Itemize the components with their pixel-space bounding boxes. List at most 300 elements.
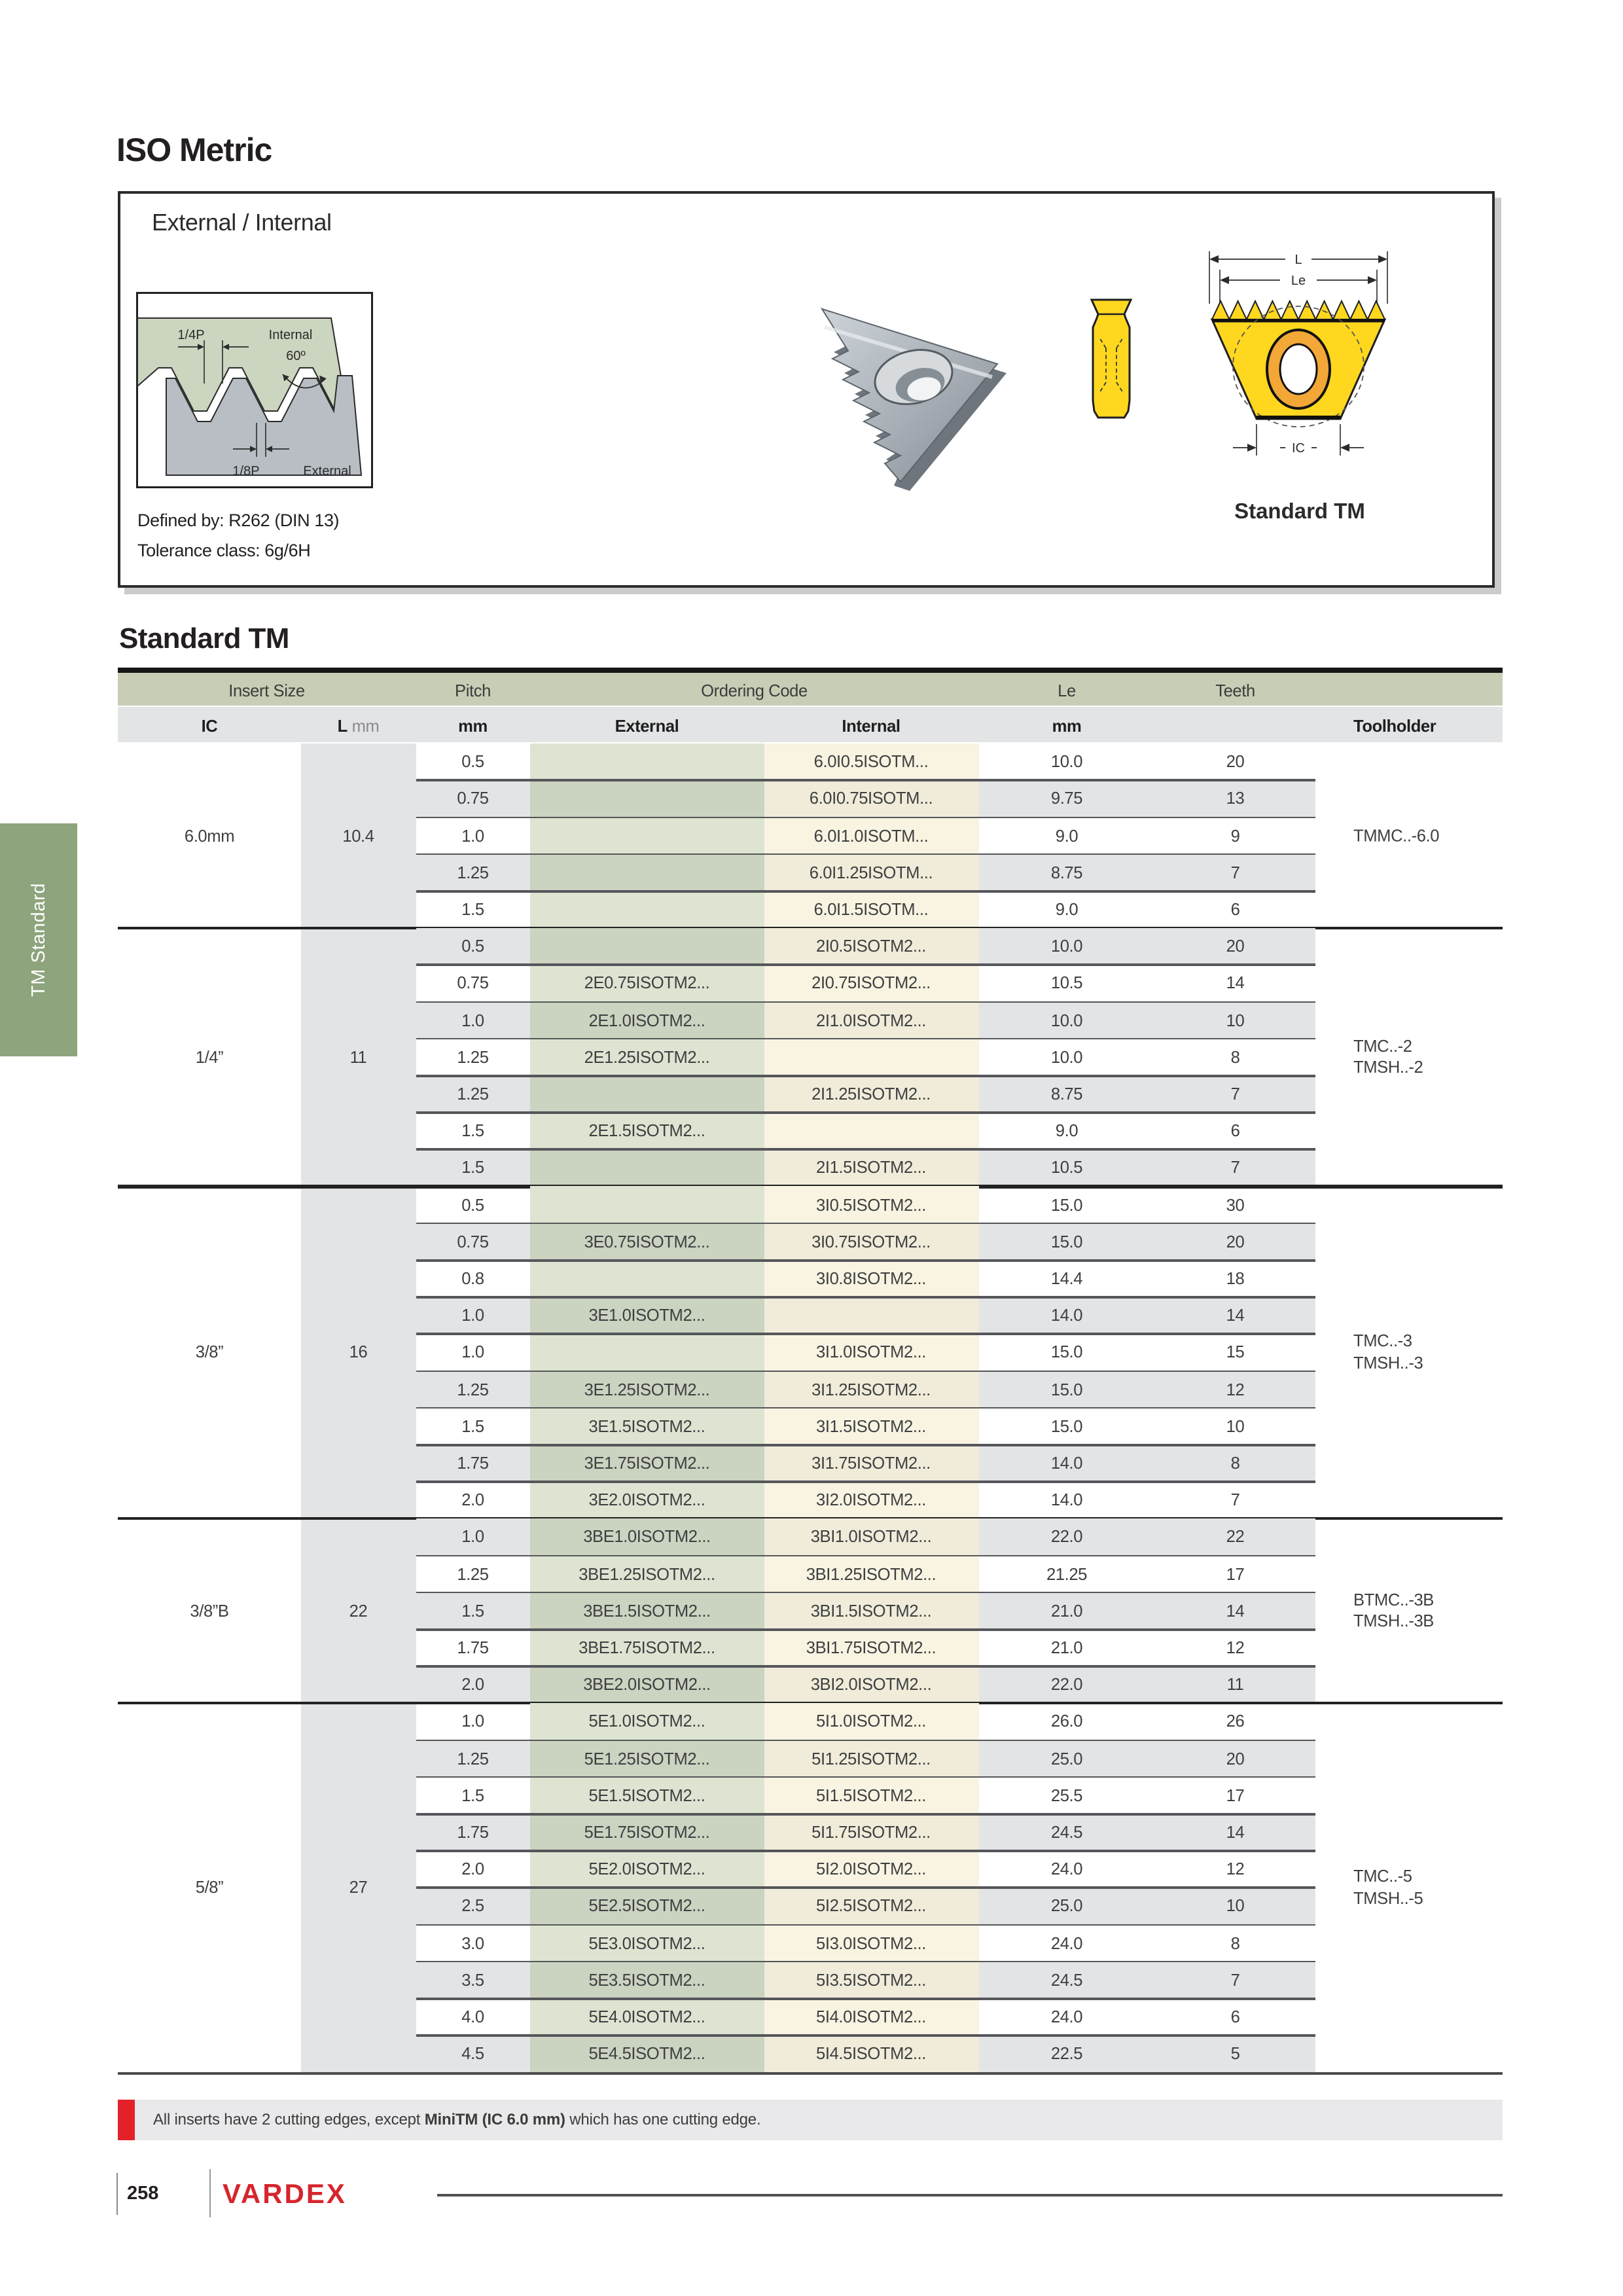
cell-teeth: 14	[1226, 1305, 1245, 1325]
cell-le: 24.0	[1050, 2006, 1083, 2026]
cell-teeth: 8	[1230, 1452, 1240, 1473]
cell-external-code: 5E3.0ISOTM2...	[588, 1933, 705, 1952]
cell-teeth: 13	[1226, 788, 1245, 808]
cell-internal-code: 3BI1.25ISOTM2...	[806, 1564, 936, 1583]
cell-internal-code: 5I4.0ISOTM2...	[816, 2006, 926, 2026]
thread-profile-diagram	[136, 292, 373, 488]
row-separator	[416, 1111, 1315, 1113]
external-column-cell	[530, 1261, 764, 1297]
cell-le: 22.5	[1050, 2043, 1083, 2064]
eighth-pitch-label: 1/8P	[232, 464, 260, 478]
cell-le: 8.75	[1050, 862, 1083, 882]
table-header-row1	[118, 672, 1503, 706]
cell-external-code: 5E2.0ISOTM2...	[588, 1859, 705, 1879]
cell-le: 15.0	[1050, 1416, 1083, 1436]
footnote-bar	[118, 2100, 1503, 2140]
cell-pitch: 0.75	[457, 788, 489, 808]
cell-internal-code: 5I1.25ISOTM2...	[812, 1748, 931, 1768]
external-column-cell	[530, 891, 764, 928]
toolholder-line: TMSH..-3B	[1353, 1611, 1434, 1631]
cell-pitch: 1.5	[461, 1600, 484, 1621]
toolholder-line: BTMC..-3B	[1353, 1589, 1434, 1609]
cell-internal-code: 3I0.75ISOTM2...	[812, 1231, 931, 1251]
cell-external-code: 2E0.75ISOTM2...	[584, 973, 710, 993]
cell-internal-code: 3I2.0ISOTM2...	[816, 1490, 926, 1510]
cell-teeth: 10	[1226, 1010, 1245, 1030]
cell-teeth: 10	[1226, 1416, 1245, 1436]
table-header-row2	[118, 707, 1503, 742]
cell-internal-code: 2I0.5ISOTM2...	[816, 936, 926, 956]
cell-pitch: 3.5	[461, 1969, 484, 1990]
toolholder-line: TMSH..-5	[1353, 1888, 1423, 1908]
cell-pitch: 1.5	[461, 1785, 484, 1805]
row-shade-le-teeth	[978, 1371, 1315, 1408]
cell-internal-code: 3I0.5ISOTM2...	[816, 1194, 926, 1214]
cell-teeth: 7	[1230, 1083, 1240, 1103]
cell-le: 22.0	[1050, 1674, 1083, 1695]
cell-teeth: 17	[1226, 1785, 1245, 1805]
cell-le: 14.0	[1050, 1305, 1083, 1325]
cell-toolholder	[1353, 1589, 1434, 1632]
cell-le: 21.0	[1050, 1637, 1083, 1657]
row-separator	[416, 1850, 1315, 1852]
toolholder-line: TMC..-2	[1353, 1035, 1412, 1056]
external-label: External	[303, 464, 351, 478]
row-shade-le-teeth	[978, 1297, 1315, 1334]
row-separator	[416, 1776, 1315, 1778]
row-separator	[416, 1998, 1315, 2000]
row-shade-le-teeth	[978, 1445, 1315, 1482]
cell-teeth: 20	[1226, 936, 1245, 956]
cell-pitch: 1.75	[457, 1452, 489, 1473]
cell-internal-code: 5I1.75ISOTM2...	[812, 1821, 931, 1842]
toolholder-line: TMSH..-3	[1353, 1352, 1423, 1372]
cell-external-code: 3E1.5ISOTM2...	[588, 1416, 705, 1436]
cell-pitch: 1.0	[461, 825, 484, 845]
row-separator	[416, 2034, 1315, 2036]
cell-insert-size-ic: 6.0mm	[184, 825, 235, 845]
cell-le: 9.75	[1050, 788, 1083, 808]
row-separator	[416, 1001, 1315, 1003]
cell-teeth: 10	[1226, 1895, 1245, 1916]
info-box-heading: External / Internal	[152, 209, 332, 236]
footnote-suffix: which has one cutting edge.	[565, 2110, 761, 2128]
footnote-prefix: All inserts have 2 cutting edges, except	[153, 2110, 425, 2128]
row-shade-le-teeth	[978, 1962, 1315, 1998]
cell-internal-code: 2I1.5ISOTM2...	[816, 1157, 926, 1177]
external-column-cell	[530, 854, 764, 891]
cell-le: 26.0	[1050, 1711, 1083, 1731]
row-separator	[416, 1813, 1315, 1815]
cell-toolholder	[1353, 1331, 1423, 1374]
cell-le: 22.0	[1050, 1526, 1083, 1547]
l-column-band	[301, 744, 416, 2072]
cell-external-code: 3BE1.0ISOTM2...	[583, 1526, 711, 1547]
cell-external-code: 5E3.5ISOTM2...	[588, 1969, 705, 1990]
row-shade-le-teeth	[978, 2036, 1315, 2072]
row-separator	[416, 1554, 1315, 1556]
cell-teeth: 26	[1226, 1711, 1245, 1731]
cell-le: 21.25	[1046, 1564, 1088, 1583]
cell-pitch: 1.0	[461, 1342, 484, 1362]
dim-le-label: Le	[1291, 274, 1306, 288]
cell-internal-code: 3I1.0ISOTM2...	[816, 1342, 926, 1362]
info-box	[118, 191, 1495, 588]
external-column-cell	[530, 817, 764, 854]
table-bottom-border	[118, 2072, 1503, 2075]
cell-pitch: 3.0	[461, 1933, 484, 1952]
cell-pitch: 0.5	[461, 936, 484, 956]
cell-internal-code: 6.0I0.75ISOTM...	[809, 788, 933, 808]
cell-insert-size-ic: 1/4”	[195, 1047, 224, 1067]
external-column-cell	[530, 744, 764, 780]
brand-logo-text: VARDEX	[223, 2178, 347, 2209]
cell-le: 25.0	[1050, 1748, 1083, 1768]
footnote-bold: MiniTM (IC 6.0 mm)	[424, 2110, 565, 2128]
cell-insert-size-l: 10.4	[342, 825, 374, 845]
toolholder-line: TMSH..-2	[1353, 1057, 1423, 1077]
cell-external-code: 3BE1.5ISOTM2...	[583, 1600, 711, 1621]
cell-pitch: 1.25	[457, 1748, 489, 1768]
cell-teeth: 9	[1230, 825, 1240, 845]
cell-teeth: 6	[1230, 1121, 1240, 1141]
section-side-tab	[0, 823, 77, 1056]
insert-caption: Standard TM	[1234, 500, 1365, 524]
cell-external-code: 3E1.75ISOTM2...	[584, 1452, 710, 1473]
external-column-cell	[530, 1187, 764, 1223]
subheader-le-mm: mm	[1052, 715, 1082, 735]
cell-teeth: 12	[1226, 1379, 1245, 1399]
cell-internal-code: 6.0I1.0ISOTM...	[813, 825, 929, 845]
row-shade-le-teeth	[978, 1223, 1315, 1260]
internal-column-cell	[764, 1113, 978, 1149]
cell-internal-code: 5I4.5ISOTM2...	[816, 2043, 926, 2064]
row-shade-le-teeth	[978, 1076, 1315, 1113]
row-separator	[416, 1259, 1315, 1261]
cell-internal-code: 5I3.5ISOTM2...	[816, 1969, 926, 1990]
cell-le: 9.0	[1055, 825, 1079, 845]
cell-le: 24.5	[1050, 1969, 1083, 1990]
cell-internal-code: 3BI1.0ISOTM2...	[810, 1526, 932, 1547]
cell-le: 10.5	[1050, 973, 1083, 993]
cell-insert-size-ic: 3/8”	[195, 1342, 224, 1362]
angle-label: 60º	[286, 349, 306, 363]
dim-l-label: L	[1294, 253, 1302, 267]
subheader-pitch-mm: mm	[458, 715, 488, 735]
row-separator	[416, 1038, 1315, 1040]
cell-teeth: 30	[1226, 1194, 1245, 1214]
external-column-cell	[530, 1149, 764, 1186]
cell-le: 21.0	[1050, 1600, 1083, 1621]
row-shade-le-teeth	[978, 928, 1315, 965]
cell-external-code: 3E1.25ISOTM2...	[584, 1379, 710, 1399]
brand-logo	[223, 2178, 421, 2210]
toolholder-line: TMC..-3	[1353, 1331, 1412, 1351]
insert-3d-image	[798, 296, 1021, 492]
cell-le: 24.5	[1050, 1821, 1083, 1842]
page-title: ISO Metric	[116, 132, 272, 169]
cell-le: 24.0	[1050, 1933, 1083, 1952]
cell-teeth: 18	[1226, 1268, 1245, 1288]
cell-pitch: 2.5	[461, 1895, 484, 1916]
cell-external-code: 5E1.75ISOTM2...	[584, 1821, 710, 1842]
row-separator	[416, 1333, 1315, 1335]
row-shade-le-teeth	[978, 1592, 1315, 1629]
cell-internal-code: 3I1.75ISOTM2...	[812, 1452, 931, 1473]
row-separator	[416, 816, 1315, 818]
cell-internal-code: 6.0I1.25ISOTM...	[809, 862, 933, 882]
cell-pitch: 2.0	[461, 1674, 484, 1695]
header-ordering-code: Ordering Code	[701, 680, 808, 700]
cell-le: 14.4	[1050, 1268, 1083, 1288]
cell-teeth: 7	[1230, 862, 1240, 882]
cell-external-code: 3BE2.0ISOTM2...	[583, 1674, 711, 1695]
cell-external-code: 5E1.25ISOTM2...	[584, 1748, 710, 1768]
cell-teeth: 11	[1226, 1674, 1244, 1695]
cell-internal-code: 5I2.0ISOTM2...	[816, 1859, 926, 1879]
external-column-cell	[530, 1334, 764, 1371]
cell-insert-size-ic: 3/8”B	[190, 1600, 229, 1621]
cell-external-code: 5E4.0ISOTM2...	[588, 2006, 705, 2026]
section-side-tab-label: TM Standard	[28, 882, 49, 997]
cell-external-code: 2E1.25ISOTM2...	[584, 1047, 710, 1067]
cell-pitch: 2.0	[461, 1490, 484, 1510]
header-insert-size: Insert Size	[228, 680, 305, 700]
cell-le: 14.0	[1050, 1490, 1083, 1510]
cell-pitch: 1.5	[461, 1121, 484, 1141]
cell-le: 10.0	[1050, 936, 1083, 956]
page-number: 258	[127, 2183, 159, 2204]
row-separator	[416, 1296, 1315, 1298]
cell-pitch: 1.25	[457, 1083, 489, 1103]
cell-pitch: 1.0	[461, 1010, 484, 1030]
cell-external-code: 5E1.0ISOTM2...	[588, 1711, 705, 1731]
cell-teeth: 8	[1230, 1933, 1240, 1952]
row-shade-le-teeth	[978, 1740, 1315, 1777]
cell-internal-code: 3I1.5ISOTM2...	[816, 1416, 926, 1436]
subheader-ic: IC	[201, 715, 218, 735]
cell-insert-size-l: 11	[349, 1047, 367, 1067]
cell-le: 14.0	[1050, 1452, 1083, 1473]
row-separator	[416, 1628, 1315, 1630]
row-separator	[416, 1961, 1315, 1963]
footnote-accent-bar	[118, 2100, 134, 2140]
row-shade-le-teeth	[978, 780, 1315, 817]
cell-teeth: 12	[1226, 1637, 1245, 1657]
table-top-border	[118, 668, 1503, 672]
row-separator	[416, 1407, 1315, 1409]
external-column-cell	[530, 780, 764, 817]
cell-pitch: 1.75	[457, 1821, 489, 1842]
cell-pitch: 4.5	[461, 2043, 484, 2064]
insert-front-view	[1202, 246, 1395, 471]
cell-le: 10.0	[1050, 1047, 1083, 1067]
footer-divider-mid	[209, 2169, 211, 2217]
standard-tm-table	[118, 668, 1503, 2079]
cell-internal-code: 3I0.8ISOTM2...	[816, 1268, 926, 1288]
cell-external-code: 3E0.75ISOTM2...	[584, 1231, 710, 1251]
cell-pitch: 0.5	[461, 751, 484, 772]
cell-external-code: 2E1.5ISOTM2...	[588, 1121, 705, 1141]
cell-le: 10.0	[1050, 751, 1083, 772]
insert-side-view	[1081, 298, 1141, 422]
row-shade-le-teeth	[978, 1518, 1315, 1555]
defined-by-line: Defined by: R262 (DIN 13)	[137, 511, 340, 530]
external-column-cell	[530, 1076, 764, 1113]
row-separator	[416, 1223, 1315, 1225]
subheader-l: L mm	[337, 715, 380, 735]
cell-external-code: 2E1.0ISOTM2...	[588, 1010, 705, 1030]
cell-insert-size-l: 22	[349, 1600, 368, 1621]
cell-pitch: 1.5	[461, 1157, 484, 1177]
row-separator	[416, 1924, 1315, 1926]
cell-internal-code: 6.0I0.5ISOTM...	[813, 751, 929, 772]
row-separator	[416, 1149, 1315, 1151]
row-shade-le-teeth	[978, 1002, 1315, 1039]
cell-internal-code: 3BI2.0ISOTM2...	[810, 1674, 932, 1695]
cell-external-code: 5E4.5ISOTM2...	[588, 2043, 705, 2064]
cell-teeth: 15	[1226, 1342, 1245, 1362]
cell-pitch: 1.0	[461, 1526, 484, 1547]
cell-pitch: 1.5	[461, 899, 484, 919]
cell-le: 15.0	[1050, 1342, 1083, 1362]
cell-internal-code: 5I3.0ISOTM2...	[816, 1933, 926, 1952]
row-separator	[416, 1480, 1315, 1482]
cell-external-code: 3BE1.25ISOTM2...	[579, 1564, 715, 1583]
cell-external-code: 3E2.0ISOTM2...	[588, 1490, 705, 1510]
cell-toolholder	[1353, 1035, 1423, 1079]
cell-le: 25.0	[1050, 1895, 1083, 1916]
row-shade-le-teeth	[978, 1888, 1315, 1924]
cell-le: 9.0	[1055, 1121, 1079, 1141]
cell-internal-code: 5I1.0ISOTM2...	[816, 1711, 926, 1731]
cell-internal-code: 3BI1.75ISOTM2...	[806, 1637, 936, 1657]
cell-teeth: 6	[1230, 899, 1240, 919]
cell-pitch: 1.75	[457, 1637, 489, 1657]
footer-divider-left	[116, 2173, 118, 2215]
cell-teeth: 5	[1230, 2043, 1240, 2064]
cell-pitch: 0.8	[461, 1268, 484, 1288]
quarter-pitch-label: 1/4P	[177, 328, 205, 342]
cell-pitch: 1.5	[461, 1416, 484, 1436]
cell-internal-code: 5I1.5ISOTM2...	[816, 1785, 926, 1805]
row-shade-le-teeth	[978, 1814, 1315, 1851]
table-section-title: Standard TM	[119, 622, 289, 655]
cell-teeth: 17	[1226, 1564, 1245, 1583]
row-separator	[416, 1370, 1315, 1372]
cell-le: 15.0	[1050, 1231, 1083, 1251]
row-separator	[416, 890, 1315, 892]
subheader-internal: Internal	[842, 715, 901, 735]
cell-teeth: 14	[1226, 1821, 1245, 1842]
dim-ic-label: IC	[1292, 441, 1305, 456]
cell-internal-code: 6.0I1.5ISOTM...	[813, 899, 929, 919]
cell-le: 24.0	[1050, 1859, 1083, 1879]
row-shade-le-teeth	[978, 1149, 1315, 1186]
header-teeth: Teeth	[1215, 680, 1255, 700]
cell-external-code: 3E1.0ISOTM2...	[588, 1305, 705, 1325]
cell-insert-size-l: 27	[349, 1877, 368, 1897]
row-separator	[416, 853, 1315, 855]
row-separator	[416, 1887, 1315, 1889]
subheader-external: External	[615, 715, 679, 735]
cell-le: 8.75	[1050, 1083, 1083, 1103]
cell-le: 15.0	[1050, 1379, 1083, 1399]
cell-le: 10.0	[1050, 1010, 1083, 1030]
cell-pitch: 4.0	[461, 2006, 484, 2026]
internal-label: Internal	[268, 328, 313, 342]
external-column-cell	[530, 928, 764, 965]
cell-insert-size-ic: 5/8”	[195, 1877, 224, 1897]
cell-internal-code: 2I1.25ISOTM2...	[812, 1083, 931, 1103]
cell-le: 25.5	[1050, 1785, 1083, 1805]
cell-internal-code: 3I1.25ISOTM2...	[812, 1379, 931, 1399]
row-shade-le-teeth	[978, 1666, 1315, 1703]
cell-pitch: 1.25	[457, 1564, 489, 1583]
tolerance-line: Tolerance class: 6g/6H	[137, 541, 311, 560]
cell-le: 15.0	[1050, 1194, 1083, 1214]
cell-le: 10.5	[1050, 1157, 1083, 1177]
footnote-text	[153, 2100, 760, 2140]
cell-external-code: 5E1.5ISOTM2...	[588, 1785, 705, 1805]
cell-toolholder	[1353, 1866, 1423, 1909]
cell-teeth: 14	[1226, 1600, 1245, 1621]
cell-pitch: 1.0	[461, 1305, 484, 1325]
cell-external-code: 3BE1.75ISOTM2...	[579, 1637, 715, 1657]
cell-pitch: 1.0	[461, 1711, 484, 1731]
standard-definition	[137, 505, 339, 565]
cell-internal-code: 2I1.0ISOTM2...	[816, 1010, 926, 1030]
cell-teeth: 8	[1230, 1047, 1240, 1067]
row-separator	[416, 1739, 1315, 1741]
cell-pitch: 1.25	[457, 862, 489, 882]
internal-column-cell	[764, 1297, 978, 1334]
row-separator	[416, 964, 1315, 966]
cell-teeth: 20	[1226, 1231, 1245, 1251]
row-separator	[416, 1444, 1315, 1446]
cell-teeth: 20	[1226, 1748, 1245, 1768]
cell-teeth: 7	[1230, 1490, 1240, 1510]
row-separator	[416, 780, 1315, 781]
row-separator	[416, 1592, 1315, 1594]
cell-insert-size-l: 16	[349, 1342, 368, 1362]
cell-external-code: 5E2.5ISOTM2...	[588, 1895, 705, 1916]
toolholder-line: TMC..-5	[1353, 1866, 1412, 1886]
cell-internal-code: 2I0.75ISOTM2...	[812, 973, 931, 993]
cell-teeth: 14	[1226, 973, 1245, 993]
cell-teeth: 6	[1230, 2006, 1240, 2026]
cell-pitch: 1.25	[457, 1047, 489, 1067]
toolholder-line: TMMC..-6.0	[1353, 825, 1440, 845]
cell-teeth: 22	[1226, 1526, 1245, 1547]
header-pitch: Pitch	[455, 680, 491, 700]
row-separator	[416, 1665, 1315, 1667]
row-shade-le-teeth	[978, 854, 1315, 891]
cell-pitch: 0.5	[461, 1194, 484, 1214]
cell-pitch: 0.75	[457, 973, 489, 993]
cell-pitch: 0.75	[457, 1231, 489, 1251]
cell-internal-code: 5I2.5ISOTM2...	[816, 1895, 926, 1916]
cell-toolholder	[1353, 825, 1439, 847]
footer-rule	[437, 2194, 1503, 2196]
cell-teeth: 7	[1230, 1969, 1240, 1990]
header-le: Le	[1058, 680, 1076, 700]
cell-teeth: 12	[1226, 1859, 1245, 1879]
cell-pitch: 1.25	[457, 1379, 489, 1399]
internal-column-cell	[764, 1039, 978, 1075]
cell-pitch: 2.0	[461, 1859, 484, 1879]
subheader-toolholder: Toolholder	[1353, 715, 1436, 735]
